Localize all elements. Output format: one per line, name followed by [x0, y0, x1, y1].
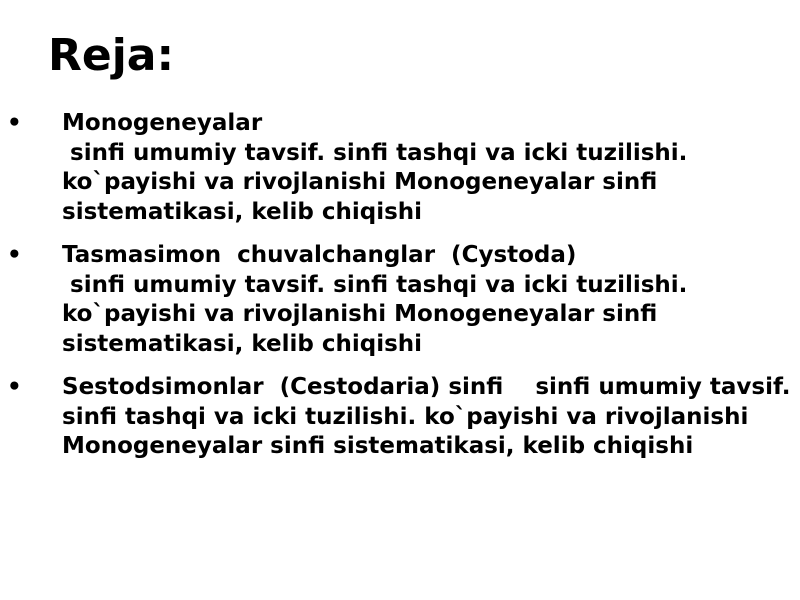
bullet-line: Monogeneyalar sinfi sistematikasi, kelib chiqishi	[62, 433, 694, 459]
bullet-line: sistematikasi, kelib chiqishi	[62, 198, 423, 225]
bullet-line: sistematikasi, kelib chiqishi	[62, 330, 423, 357]
bullet-line: Sestodsimonlar (Cestodaria) sinfi sinfi umumiy tavsif.	[62, 374, 791, 400]
bullet-item-monogeneyalar	[0, 109, 782, 227]
bullet-dot-icon: •	[7, 374, 22, 400]
bullet-line: sinfi umumiy tavsif. sinfi tashqi va icki tuzilishi.	[62, 271, 688, 298]
bullet-line: ko`payishi va rivojlanishi Monogeneyalar sinfi	[62, 169, 658, 195]
bullet-list	[0, 109, 800, 476]
bullet-item-tasmasimon	[0, 241, 782, 359]
bullet-line: sinfi tashqi va icki tuzilishi. ko`payishi va rivojlanishi	[62, 403, 749, 430]
slide-title: Reja:	[48, 30, 175, 81]
bullet-line: Tasmasimon chuvalchanglar (Cystoda)	[62, 242, 577, 268]
bullet-line: ko`payishi va rivojlanishi Monogeneyalar sinfi	[62, 301, 658, 327]
bullet-dot-icon: •	[7, 110, 22, 136]
bullet-line: sinfi umumiy tavsif. sinfi tashqi va icki tuzilishi.	[62, 139, 688, 166]
bullet-item-sestodsimonlar	[0, 373, 792, 462]
bullet-dot-icon: •	[7, 242, 22, 268]
bullet-line: Monogeneyalar	[62, 110, 263, 136]
